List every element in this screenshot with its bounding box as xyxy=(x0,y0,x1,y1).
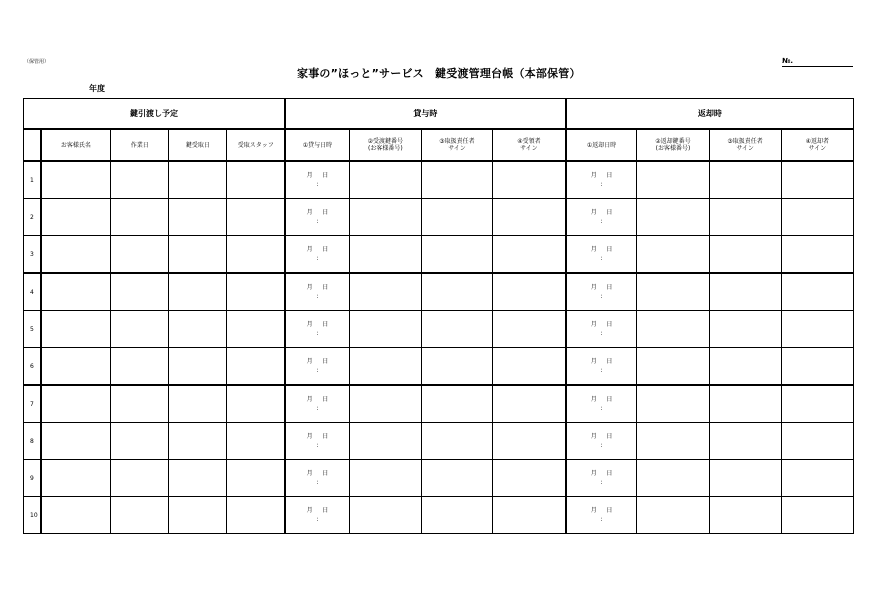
lend-responsible-sign-cell[interactable] xyxy=(421,161,492,199)
spacer xyxy=(597,321,607,328)
month-day-line xyxy=(286,283,349,292)
receive-staff-cell[interactable] xyxy=(227,460,285,497)
return-responsible-sign-cell[interactable] xyxy=(709,423,781,460)
spacer xyxy=(313,209,323,216)
time-colon: : xyxy=(600,516,603,523)
month-label: 月 xyxy=(590,358,597,365)
month-label: 月 xyxy=(590,284,597,291)
work-date-cell[interactable] xyxy=(111,460,169,497)
table-row xyxy=(24,236,854,274)
header-lend-key-number xyxy=(349,129,421,161)
header-receive-staff: 受取スタッフ xyxy=(227,129,285,161)
lend-responsible-sign-cell[interactable] xyxy=(421,385,492,423)
key-receive-date-cell[interactable] xyxy=(169,161,227,199)
return-key-number-cell[interactable] xyxy=(637,497,709,534)
returner-sign-cell[interactable] xyxy=(781,273,853,311)
spacer xyxy=(597,246,607,253)
customer-name-cell[interactable] xyxy=(41,460,111,497)
month-day-line xyxy=(567,357,637,366)
header-row-number xyxy=(24,129,41,161)
header-lend-responsible-line2: サイン xyxy=(448,145,466,152)
return-responsible-sign-cell[interactable] xyxy=(709,199,781,236)
header-receiver-line1: ④受領者 xyxy=(517,138,541,145)
receiver-sign-cell[interactable] xyxy=(493,497,566,534)
receiver-sign-cell[interactable] xyxy=(493,348,566,386)
month-label: 月 xyxy=(590,209,597,216)
lend-key-number-cell[interactable] xyxy=(349,199,421,236)
work-date-cell[interactable] xyxy=(111,348,169,386)
month-label: 月 xyxy=(306,507,313,514)
table-row xyxy=(24,311,854,348)
returner-sign-cell[interactable] xyxy=(781,311,853,348)
lend-responsible-sign-cell[interactable] xyxy=(421,199,492,236)
month-day-line xyxy=(286,432,349,441)
customer-name-cell[interactable] xyxy=(41,348,111,386)
lend-datetime-cell[interactable] xyxy=(285,236,349,274)
receive-staff-cell[interactable] xyxy=(227,497,285,534)
customer-name-cell[interactable] xyxy=(41,311,111,348)
spacer xyxy=(313,507,323,514)
receiver-sign-cell[interactable] xyxy=(493,311,566,348)
month-day-template xyxy=(567,320,637,338)
lend-datetime-cell[interactable] xyxy=(285,311,349,348)
receive-staff-cell[interactable] xyxy=(227,348,285,386)
header-lend-responsible-line1: ③取扱責任者 xyxy=(439,138,475,145)
header-work-date: 作業日 xyxy=(111,129,169,161)
month-day-line xyxy=(567,469,637,478)
time-colon: : xyxy=(316,181,319,188)
return-datetime-cell[interactable] xyxy=(566,236,637,274)
month-day-template xyxy=(286,469,349,487)
customer-name-cell[interactable] xyxy=(41,385,111,423)
lend-key-number-cell[interactable] xyxy=(349,348,421,386)
customer-name-cell[interactable] xyxy=(41,236,111,274)
return-responsible-sign-cell[interactable] xyxy=(709,236,781,274)
month-day-template xyxy=(286,208,349,226)
header-lend-key-number-line1: ②受渡鍵番号 xyxy=(367,138,404,145)
receive-staff-cell[interactable] xyxy=(227,423,285,460)
receiver-sign-cell[interactable] xyxy=(493,460,566,497)
month-day-template xyxy=(286,171,349,189)
time-colon: : xyxy=(316,442,319,449)
receiver-sign-cell[interactable] xyxy=(493,236,566,274)
month-day-line xyxy=(567,506,637,515)
lend-responsible-sign-cell[interactable] xyxy=(421,460,492,497)
lend-datetime-cell[interactable] xyxy=(285,273,349,311)
returner-sign-cell[interactable] xyxy=(781,497,853,534)
header-returner xyxy=(781,129,853,161)
header-return-key-number-line2: (お客様番号) xyxy=(655,145,691,152)
returner-sign-cell[interactable] xyxy=(781,460,853,497)
month-label: 月 xyxy=(306,246,313,253)
day-label: 日 xyxy=(606,209,613,216)
time-colon: : xyxy=(600,293,603,300)
month-day-template xyxy=(567,469,637,487)
receiver-sign-cell[interactable] xyxy=(493,385,566,423)
month-label: 月 xyxy=(590,470,597,477)
number-field[interactable] xyxy=(782,66,853,67)
header-receiver-line2: サイン xyxy=(520,145,538,152)
spacer xyxy=(313,396,323,403)
return-datetime-cell[interactable] xyxy=(566,497,637,534)
day-label: 日 xyxy=(322,433,329,440)
month-day-line xyxy=(286,320,349,329)
spacer xyxy=(313,246,323,253)
customer-name-cell[interactable] xyxy=(41,497,111,534)
time-colon: : xyxy=(316,516,319,523)
lend-responsible-sign-cell[interactable] xyxy=(421,273,492,311)
spacer xyxy=(597,396,607,403)
table-row xyxy=(24,423,854,460)
month-day-template xyxy=(286,357,349,375)
row-number: 5 xyxy=(24,311,41,348)
spacer xyxy=(597,284,607,291)
lend-key-number-cell[interactable] xyxy=(349,273,421,311)
time-colon: : xyxy=(600,330,603,337)
header-return-datetime: ①返却日時 xyxy=(566,129,637,161)
lend-key-number-cell[interactable] xyxy=(349,423,421,460)
spacer xyxy=(597,172,607,179)
number-label: №. xyxy=(782,57,794,65)
lend-key-number-cell[interactable] xyxy=(349,236,421,274)
receive-staff-cell[interactable] xyxy=(227,385,285,423)
spacer xyxy=(313,284,323,291)
return-responsible-sign-cell[interactable] xyxy=(709,311,781,348)
return-key-number-cell[interactable] xyxy=(637,273,709,311)
month-label: 月 xyxy=(306,284,313,291)
day-label: 日 xyxy=(606,284,613,291)
return-key-number-cell[interactable] xyxy=(637,423,709,460)
row-number: 9 xyxy=(24,460,41,497)
customer-name-cell[interactable] xyxy=(41,199,111,236)
month-day-line xyxy=(286,171,349,180)
group-return: 返却時 xyxy=(566,99,854,130)
column-header-row xyxy=(24,129,854,161)
spacer xyxy=(597,507,607,514)
day-label: 日 xyxy=(322,358,329,365)
month-day-template xyxy=(567,283,637,301)
returner-sign-cell[interactable] xyxy=(781,423,853,460)
receiver-sign-cell[interactable] xyxy=(493,423,566,460)
lend-datetime-cell[interactable] xyxy=(285,385,349,423)
month-day-template xyxy=(567,208,637,226)
lend-key-number-cell[interactable] xyxy=(349,161,421,199)
table-row xyxy=(24,497,854,534)
receive-staff-cell[interactable] xyxy=(227,199,285,236)
day-label: 日 xyxy=(606,321,613,328)
month-day-line xyxy=(567,395,637,404)
lend-responsible-sign-cell[interactable] xyxy=(421,348,492,386)
day-label: 日 xyxy=(606,172,613,179)
return-key-number-cell[interactable] xyxy=(637,161,709,199)
row-number: 8 xyxy=(24,423,41,460)
spacer xyxy=(597,470,607,477)
spacer xyxy=(313,358,323,365)
group-lending: 貸与時 xyxy=(285,99,566,130)
receiver-sign-cell[interactable] xyxy=(493,161,566,199)
page-title: 家事の”ほっと”サービス 鍵受渡管理台帳（本部保管） xyxy=(297,67,581,80)
row-number: 4 xyxy=(24,273,41,311)
lend-datetime-cell[interactable] xyxy=(285,460,349,497)
month-day-template xyxy=(567,506,637,524)
time-colon: : xyxy=(316,293,319,300)
month-day-template xyxy=(567,245,637,263)
lend-datetime-cell[interactable] xyxy=(285,348,349,386)
key-receive-date-cell[interactable] xyxy=(169,236,227,274)
lend-responsible-sign-cell[interactable] xyxy=(421,236,492,274)
header-return-key-number xyxy=(637,129,709,161)
month-label: 月 xyxy=(590,172,597,179)
table-row xyxy=(24,460,854,497)
month-day-line xyxy=(567,208,637,217)
receiver-sign-cell[interactable] xyxy=(493,199,566,236)
returner-sign-cell[interactable] xyxy=(781,236,853,274)
time-colon: : xyxy=(600,367,603,374)
header-return-responsible-line2: サイン xyxy=(736,145,754,152)
month-label: 月 xyxy=(306,321,313,328)
day-label: 日 xyxy=(606,396,613,403)
return-responsible-sign-cell[interactable] xyxy=(709,460,781,497)
return-key-number-cell[interactable] xyxy=(637,385,709,423)
day-label: 日 xyxy=(322,507,329,514)
key-receive-date-cell[interactable] xyxy=(169,385,227,423)
month-day-line xyxy=(567,171,637,180)
lend-responsible-sign-cell[interactable] xyxy=(421,497,492,534)
header-lend-responsible xyxy=(421,129,492,161)
lend-responsible-sign-cell[interactable] xyxy=(421,311,492,348)
spacer xyxy=(313,321,323,328)
header-return-key-number-line1: ②返却鍵番号 xyxy=(655,138,691,145)
day-label: 日 xyxy=(322,321,329,328)
day-label: 日 xyxy=(606,433,613,440)
month-day-line xyxy=(286,469,349,478)
month-day-template xyxy=(567,357,637,375)
lend-datetime-cell[interactable] xyxy=(285,199,349,236)
month-label: 月 xyxy=(590,507,597,514)
return-responsible-sign-cell[interactable] xyxy=(709,273,781,311)
month-label: 月 xyxy=(306,396,313,403)
table-row xyxy=(24,199,854,236)
month-day-template xyxy=(567,432,637,450)
time-colon: : xyxy=(316,405,319,412)
group-key-handover-plan: 鍵引渡し予定 xyxy=(24,99,286,130)
month-day-line xyxy=(286,357,349,366)
month-day-template xyxy=(286,320,349,338)
month-day-template xyxy=(567,171,637,189)
header-returner-line1: ④返却者 xyxy=(805,138,830,145)
receiver-sign-cell[interactable] xyxy=(493,273,566,311)
month-day-line xyxy=(286,245,349,254)
time-colon: : xyxy=(316,218,319,225)
return-responsible-sign-cell[interactable] xyxy=(709,497,781,534)
header-customer-name: お客様氏名 xyxy=(41,129,111,161)
day-label: 日 xyxy=(322,470,329,477)
table-row xyxy=(24,348,854,386)
month-label: 月 xyxy=(590,396,597,403)
spacer xyxy=(313,433,323,440)
time-colon: : xyxy=(600,255,603,262)
lend-key-number-cell[interactable] xyxy=(349,497,421,534)
month-label: 月 xyxy=(590,321,597,328)
row-number: 3 xyxy=(24,236,41,274)
header-return-responsible-line1: ③取扱責任者 xyxy=(727,138,763,145)
month-day-line xyxy=(567,283,637,292)
month-day-template xyxy=(286,506,349,524)
lend-datetime-cell[interactable] xyxy=(285,423,349,460)
month-label: 月 xyxy=(590,433,597,440)
month-day-template xyxy=(286,395,349,413)
receive-staff-cell[interactable] xyxy=(227,311,285,348)
lend-key-number-cell[interactable] xyxy=(349,385,421,423)
row-number: 7 xyxy=(24,385,41,423)
time-colon: : xyxy=(316,367,319,374)
return-datetime-cell[interactable] xyxy=(566,460,637,497)
work-date-cell[interactable] xyxy=(111,385,169,423)
key-receive-date-cell[interactable] xyxy=(169,311,227,348)
spacer xyxy=(313,172,323,179)
returner-sign-cell[interactable] xyxy=(781,348,853,386)
return-responsible-sign-cell[interactable] xyxy=(709,161,781,199)
return-key-number-cell[interactable] xyxy=(637,236,709,274)
day-label: 日 xyxy=(322,396,329,403)
returner-sign-cell[interactable] xyxy=(781,385,853,423)
month-day-line xyxy=(286,208,349,217)
return-responsible-sign-cell[interactable] xyxy=(709,348,781,386)
group-header-row xyxy=(24,99,854,130)
table-row xyxy=(24,385,854,423)
storage-copy-label: （保管用） xyxy=(24,59,50,65)
day-label: 日 xyxy=(322,246,329,253)
customer-name-cell[interactable] xyxy=(41,423,111,460)
header-lend-datetime: ①貸与日時 xyxy=(285,129,349,161)
return-datetime-cell[interactable] xyxy=(566,423,637,460)
returner-sign-cell[interactable] xyxy=(781,199,853,236)
day-label: 日 xyxy=(322,284,329,291)
day-label: 日 xyxy=(606,358,613,365)
time-colon: : xyxy=(316,479,319,486)
receive-staff-cell[interactable] xyxy=(227,273,285,311)
lend-key-number-cell[interactable] xyxy=(349,460,421,497)
work-date-cell[interactable] xyxy=(111,199,169,236)
return-responsible-sign-cell[interactable] xyxy=(709,385,781,423)
lend-responsible-sign-cell[interactable] xyxy=(421,423,492,460)
fiscal-year-label: 年度 xyxy=(89,84,105,93)
month-label: 月 xyxy=(306,433,313,440)
header-lend-key-number-line2: (お客様番号) xyxy=(367,145,403,152)
returner-sign-cell[interactable] xyxy=(781,161,853,199)
day-label: 日 xyxy=(322,209,329,216)
return-key-number-cell[interactable] xyxy=(637,460,709,497)
receive-staff-cell[interactable] xyxy=(227,236,285,274)
header-receiver xyxy=(493,129,566,161)
customer-name-cell[interactable] xyxy=(41,273,111,311)
receive-staff-cell[interactable] xyxy=(227,161,285,199)
month-day-template xyxy=(286,283,349,301)
key-receive-date-cell[interactable] xyxy=(169,273,227,311)
return-datetime-cell[interactable] xyxy=(566,348,637,386)
work-date-cell[interactable] xyxy=(111,423,169,460)
return-datetime-cell[interactable] xyxy=(566,311,637,348)
month-day-line xyxy=(567,432,637,441)
row-number: 2 xyxy=(24,199,41,236)
key-receive-date-cell[interactable] xyxy=(169,199,227,236)
day-label: 日 xyxy=(606,470,613,477)
spacer xyxy=(313,470,323,477)
work-date-cell[interactable] xyxy=(111,311,169,348)
return-key-number-cell[interactable] xyxy=(637,348,709,386)
work-date-cell[interactable] xyxy=(111,497,169,534)
return-datetime-cell[interactable] xyxy=(566,161,637,199)
key-receive-date-cell[interactable] xyxy=(169,348,227,386)
spacer xyxy=(597,209,607,216)
key-receive-date-cell[interactable] xyxy=(169,423,227,460)
month-day-template xyxy=(286,245,349,263)
work-date-cell[interactable] xyxy=(111,161,169,199)
row-number: 10 xyxy=(24,497,41,534)
day-label: 日 xyxy=(606,507,613,514)
month-day-line xyxy=(567,245,637,254)
month-label: 月 xyxy=(306,209,313,216)
work-date-cell[interactable] xyxy=(111,236,169,274)
return-datetime-cell[interactable] xyxy=(566,385,637,423)
key-receive-date-cell[interactable] xyxy=(169,460,227,497)
time-colon: : xyxy=(316,330,319,337)
work-date-cell[interactable] xyxy=(111,273,169,311)
customer-name-cell[interactable] xyxy=(41,161,111,199)
month-label: 月 xyxy=(306,470,313,477)
return-key-number-cell[interactable] xyxy=(637,199,709,236)
month-label: 月 xyxy=(306,358,313,365)
return-datetime-cell[interactable] xyxy=(566,273,637,311)
table-row xyxy=(24,273,854,311)
lend-datetime-cell[interactable] xyxy=(285,497,349,534)
return-datetime-cell[interactable] xyxy=(566,199,637,236)
day-label: 日 xyxy=(322,172,329,179)
row-number: 6 xyxy=(24,348,41,386)
header-key-receive-date: 鍵受取日 xyxy=(169,129,227,161)
month-day-template xyxy=(567,395,637,413)
time-colon: : xyxy=(316,255,319,262)
month-label: 月 xyxy=(306,172,313,179)
time-colon: : xyxy=(600,218,603,225)
row-number: 1 xyxy=(24,161,41,199)
month-day-line xyxy=(286,395,349,404)
key-ledger-table xyxy=(23,98,854,534)
day-label: 日 xyxy=(606,246,613,253)
time-colon: : xyxy=(600,479,603,486)
time-colon: : xyxy=(600,405,603,412)
spacer xyxy=(597,358,607,365)
header-return-responsible xyxy=(709,129,781,161)
key-receive-date-cell[interactable] xyxy=(169,497,227,534)
time-colon: : xyxy=(600,442,603,449)
lend-datetime-cell[interactable] xyxy=(285,161,349,199)
header-returner-line2: サイン xyxy=(808,145,827,152)
month-day-line xyxy=(567,320,637,329)
month-label: 月 xyxy=(590,246,597,253)
month-day-line xyxy=(286,506,349,515)
time-colon: : xyxy=(600,181,603,188)
return-key-number-cell[interactable] xyxy=(637,311,709,348)
lend-key-number-cell[interactable] xyxy=(349,311,421,348)
month-day-template xyxy=(286,432,349,450)
table-row xyxy=(24,161,854,199)
spacer xyxy=(597,433,607,440)
